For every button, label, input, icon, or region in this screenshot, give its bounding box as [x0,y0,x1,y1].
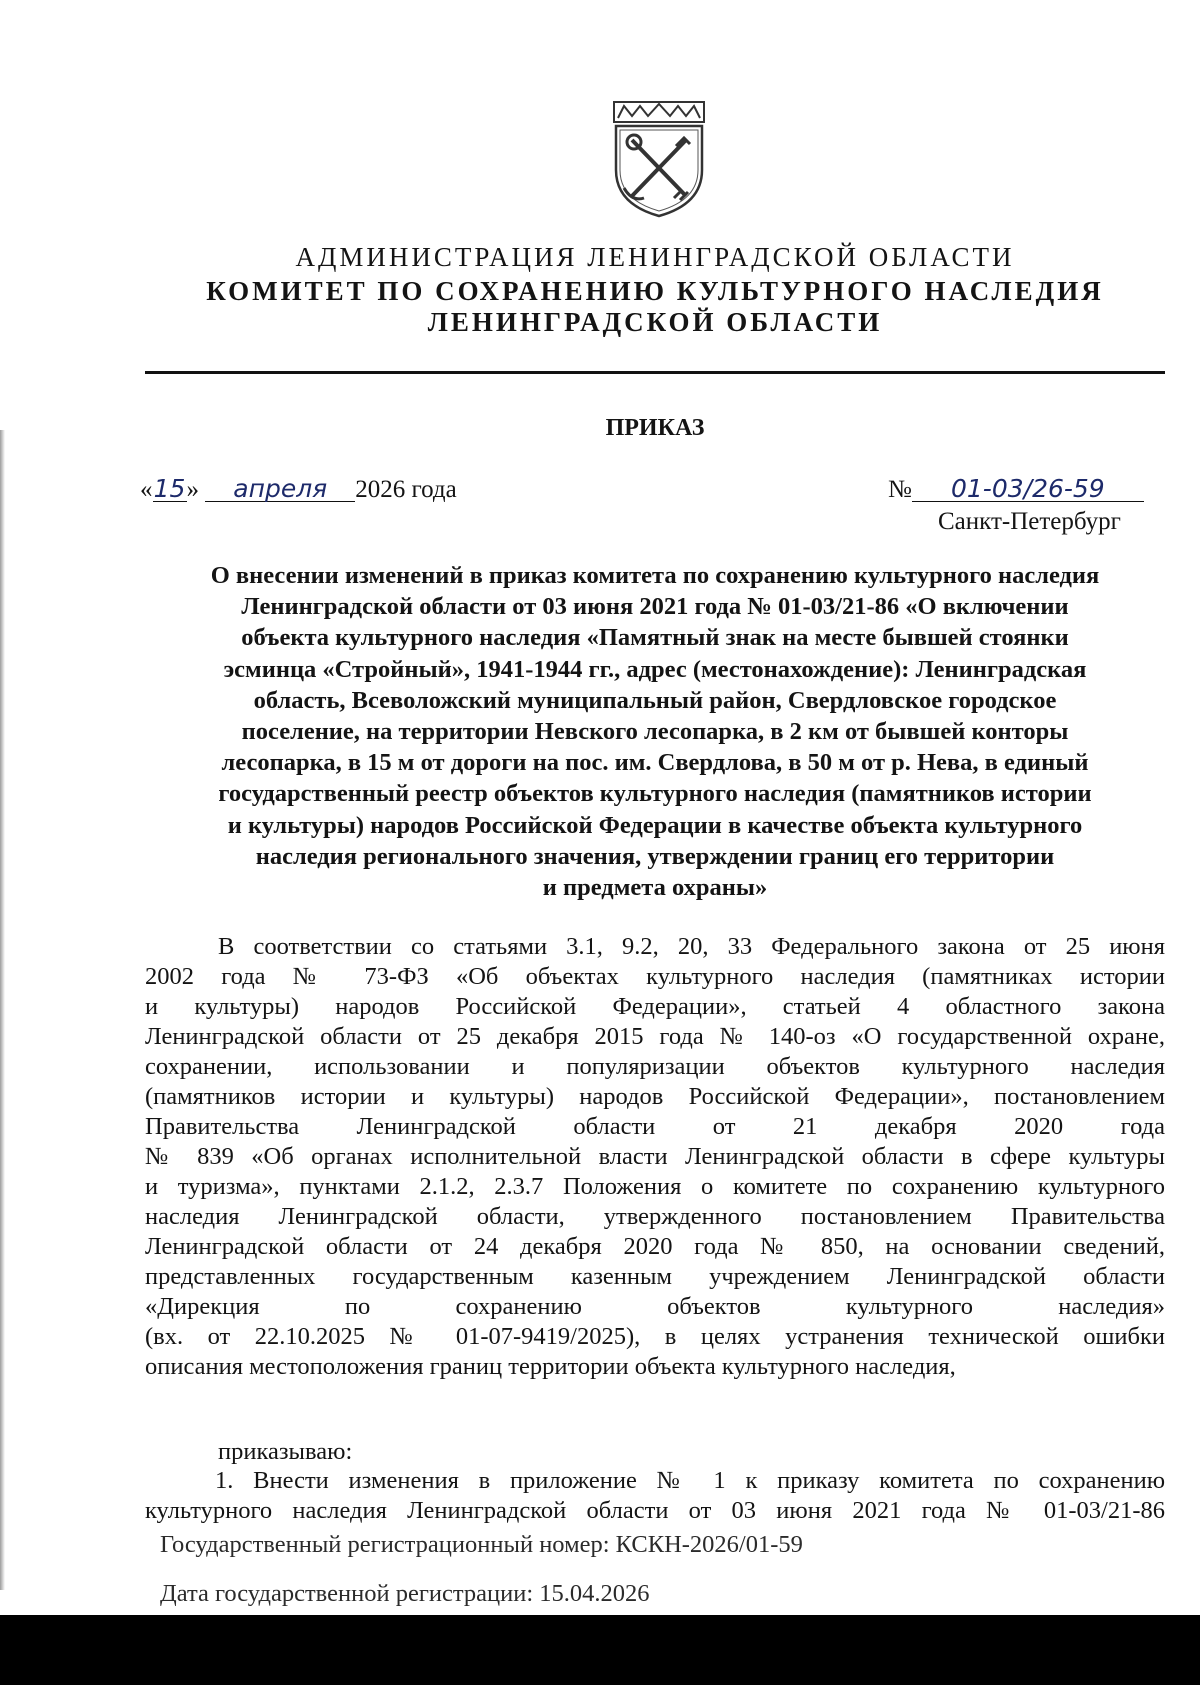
body-line: сохранении, использовании и популяризации объектов культурного наследия [145,1053,1165,1080]
date-close-quote: » [186,476,199,503]
title-line: О внесении изменений в приказ комитета по сохранению культурного наследия [210,562,1100,589]
body-line: наследия Ленинградской области, утвержденного постановлением Правительства [145,1203,1165,1230]
order-date [140,476,457,504]
title-line: область, Всеволожский муниципальный район, Свердловское городское [253,686,1057,714]
order-number [888,476,1144,504]
body-line: описания местоположения границ территории объекта культурного наследия, [145,1353,956,1380]
body-line: Правительства Ленинградской области от 21 декабря 2020 года [145,1113,1165,1140]
title-line: Ленинградской области от 03 июня 2021 года № 01-03/21-86 «О включении [241,593,1069,621]
item-line: культурного наследия Ленинградской области от 03 июня 2021 года № 01-03/21-86 [145,1497,1165,1524]
scan-edge-shadow [0,430,5,1590]
registration-number: Государственный регистрационный номер: КСКН-2026/01-59 [160,1531,803,1558]
number-prefix: № [888,476,912,503]
title-line: государственный реестр объектов культурного наследия (памятников истории [218,780,1092,808]
body-line: 2002 года № 73-ФЗ «Об объектах культурного наследия (памятниках истории [145,963,1165,990]
order-word: приказываю: [218,1438,353,1465]
org-line-3: ЛЕНИНГРАДСКОЙ ОБЛАСТИ [427,307,883,337]
document-type: ПРИКАЗ [605,415,705,441]
title-line: поселение, на территории Невского лесопарка, в 2 км от бывшей конторы [241,718,1069,746]
date-year: 2026 года [355,476,457,503]
title-line: и предмета охраны» [542,874,768,902]
title-line: объекта культурного наследия «Памятный знак на месте бывшей стоянки [241,624,1069,652]
item-line: 1. Внести изменения в приложение № 1 к приказу комитета по сохранению [215,1467,1165,1494]
body-line: В соответствии со статьями 3.1, 9.2, 20, 33 Федерального закона от 25 июня [218,933,1165,960]
coat-of-arms-icon [610,100,708,218]
title-line: эсминца «Стройный», 1941-1944 гг., адрес (местонахождение): Ленинградская [223,655,1087,683]
date-open-quote: « [140,476,153,503]
org-line-1: АДМИНИСТРАЦИЯ ЛЕНИНГРАДСКОЙ ОБЛАСТИ [295,242,1015,272]
order-item-1 [145,1466,1165,1526]
body-line: и туризма», пунктами 2.1.2, 2.3.7 Положения о комитете по сохранению культурного [145,1173,1165,1200]
title-line: лесопарка, в 15 м от дороги на пос. им. Свердлова, в 50 м от р. Нева, в единый [221,749,1089,777]
body-line: (вх. от 22.10.2025 № 01-07-9419/2025), в целях устранения технической ошибки [145,1323,1165,1350]
registration-date: Дата государственной регистрации: 15.04.2026 [160,1580,650,1607]
date-day: 15 [153,474,186,503]
preamble-text [145,932,1165,1382]
body-line: (памятников истории и культуры) народов Российской Федерации», постановлением [145,1083,1165,1110]
body-line: представленных государственным казенным учреждением Ленинградской области [145,1263,1165,1290]
title-line: и культуры) народов Российской Федерации в качестве объекта культурного [227,811,1083,839]
title-line: наследия регионального значения, утверждении границ его территории [255,842,1055,870]
org-line-2: КОМИТЕТ ПО СОХРАНЕНИЮ КУЛЬТУРНОГО НАСЛЕДИЯ [206,276,1104,306]
header-divider [145,371,1165,374]
number-value: 01-03/26-59 [912,477,1144,502]
body-line: Ленинградской области от 25 декабря 2015 года № 140-оз «О государственной охране, [145,1023,1165,1050]
scan-bottom-bar [0,1615,1200,1685]
city: Санкт-Петербург [938,508,1121,535]
body-line: Ленинградской области от 24 декабря 2020 года № 850, на основании сведений, [145,1233,1165,1260]
order-title [145,560,1165,903]
body-line: и культуры) народов Российской Федерации», статьей 4 областного закона [145,993,1165,1020]
date-month: апреля [205,477,355,502]
body-line: № 839 «Об органах исполнительной власти Ленинградской области в сфере культуры [145,1143,1165,1170]
body-line: «Дирекция по сохранению объектов культурного наследия» [145,1293,1165,1320]
